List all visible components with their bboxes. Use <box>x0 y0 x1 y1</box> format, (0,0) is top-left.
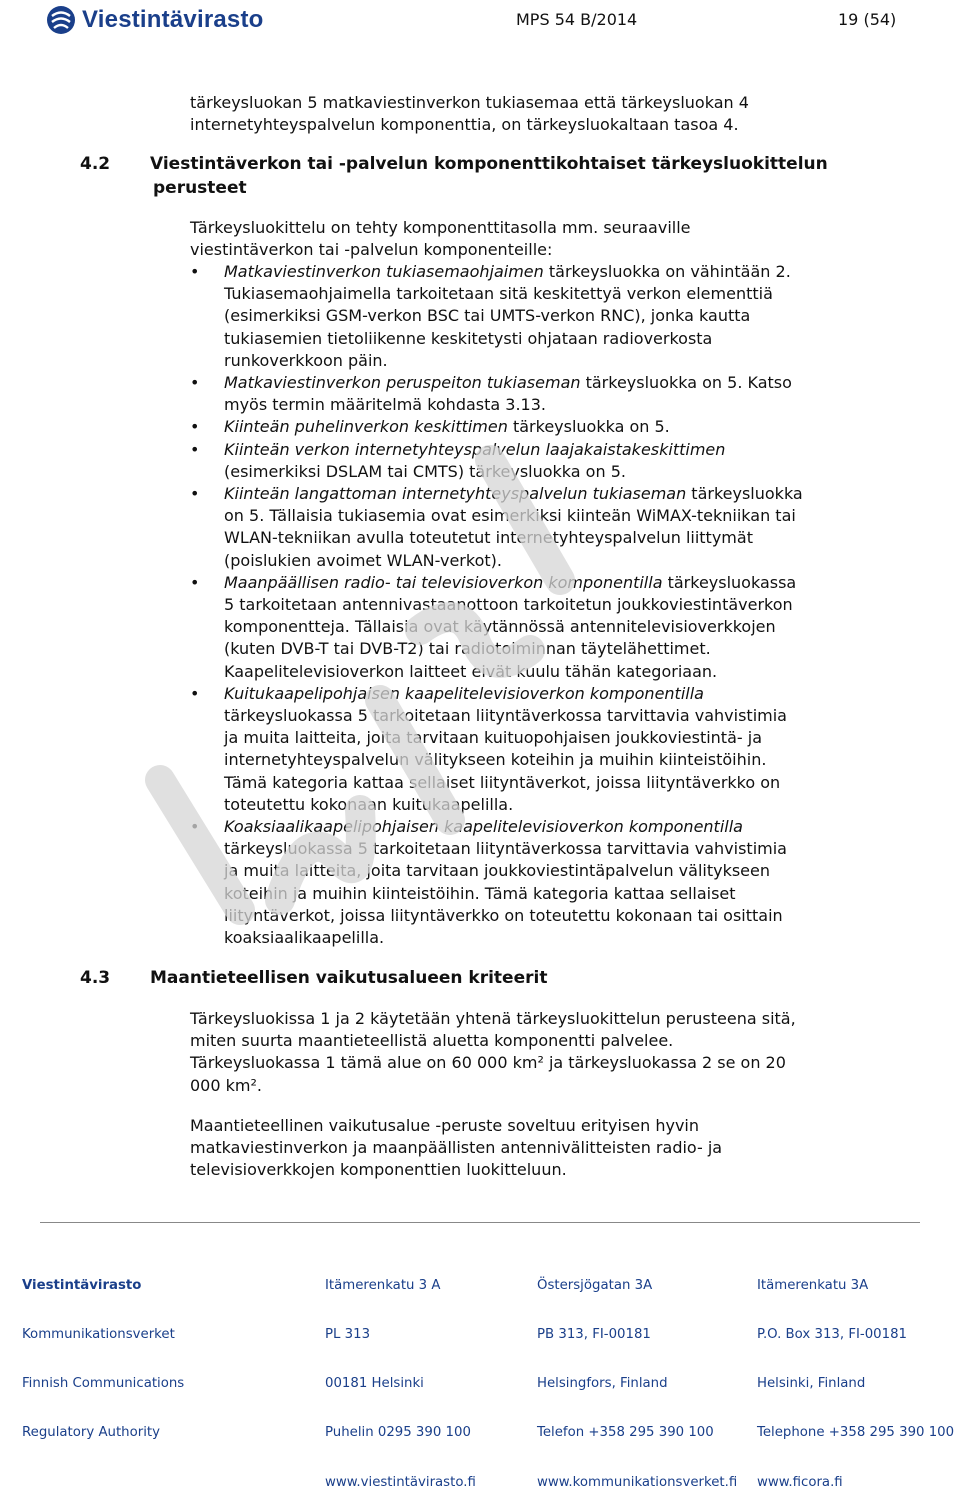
intro-paragraph <box>190 92 749 136</box>
footer-link[interactable]: www.viestintävirasto.fi <box>325 1474 476 1490</box>
bullet-text: 5 tarkoitetaan antennivastaanottoon tarkoitetun joukkoviestintäverkon <box>224 595 793 615</box>
document-id: MPS 54 B/2014 <box>516 10 638 29</box>
bullet-item <box>190 372 902 416</box>
bullet-item <box>190 683 902 816</box>
bullet-text: Tukiasemaohjaimella tarkoitetaan sitä keskitettyä verkon elementtiä <box>224 284 773 304</box>
text-line: Maantieteellinen vaikutusalue -peruste soveltuu erityisen hyvin <box>190 1116 700 1135</box>
footer-line: Itämerenkatu 3 A <box>325 1277 441 1293</box>
footer-line: Puhelin 0295 390 100 <box>325 1425 471 1441</box>
bullet-text: (kuten DVB-T tai DVB-T2) tai radiotoiminnan täytelähettimet. <box>224 639 711 659</box>
footer-line: Helsingfors, Finland <box>537 1376 668 1392</box>
section-title-cont: perusteet <box>153 178 247 198</box>
bullet-line <box>224 661 902 683</box>
bullet-line <box>224 816 902 838</box>
bullet-line <box>224 283 902 305</box>
bullet-text: (esimerkiksi GSM-verkon BSC tai UMTS-verkon RNC), jonka kautta <box>224 306 751 326</box>
text-line: viestintäverkon tai -palvelun komponenteille: <box>190 240 553 260</box>
text-line: Tärkeysluokittelu on tehty komponenttitasolla mm. seuraaville <box>190 218 691 237</box>
bullet-line <box>224 727 902 749</box>
footer-line: Telefon +358 295 390 100 <box>537 1425 714 1441</box>
bullet-item <box>190 483 902 572</box>
agency-emblem-icon <box>46 5 76 35</box>
bullet-item <box>190 572 902 683</box>
component-term: Kiinteän verkon internetyhteyspalvelun laajakaistakeskittimen <box>224 439 726 459</box>
bullet-text: on 5. Tällaisia tukiasemia ovat esimerkiksi kiinteän WiMAX-tekniikan tai <box>224 506 796 526</box>
footer-line: Östersjögatan 3A <box>537 1277 653 1293</box>
footer-link[interactable]: www.ficora.fi <box>757 1474 843 1490</box>
footer-line: PB 313, FI-00181 <box>537 1327 651 1343</box>
bullet-line <box>224 372 902 394</box>
section-number: 4.3 <box>80 968 111 988</box>
bullet-text: runkoverkkoon päin. <box>224 350 388 370</box>
bullet-item <box>190 416 902 438</box>
footer-line: 00181 Helsinki <box>325 1376 424 1392</box>
bullet-line <box>224 439 902 461</box>
bullet-line <box>224 638 902 660</box>
section-4-3-paragraph-2 <box>190 1115 722 1182</box>
page-number: 19 (54) <box>838 10 897 29</box>
bullet-line <box>224 527 902 549</box>
footer-agency-name: Viestintävirasto <box>22 1277 142 1293</box>
bullet-line <box>224 328 902 350</box>
bullet-text: tärkeysluokka on 5. <box>507 417 670 437</box>
component-term: Kiinteän puhelinverkon keskittimen <box>224 417 508 437</box>
section-lead <box>190 217 691 261</box>
bullet-line <box>224 572 902 594</box>
bullet-item <box>190 261 902 372</box>
component-term: Kuitukaapelipohjaisen kaapelitelevisioverkon komponentilla <box>224 683 704 703</box>
bullet-line <box>224 350 902 372</box>
bullet-line <box>224 683 902 705</box>
bullet-line <box>224 305 902 327</box>
bullet-line <box>224 483 902 505</box>
component-term: Kiinteän langattoman internetyhteyspalvelun tukiaseman <box>224 484 687 504</box>
section-title: Viestintäverkon tai -palvelun komponenttikohtaiset tärkeysluokittelun <box>150 154 828 174</box>
text-line: Tärkeysluokissa 1 ja 2 käytetään yhtenä tärkeysluokittelun perusteena sitä, <box>190 1009 796 1028</box>
text-line: Tärkeysluokassa 1 tämä alue on 60 000 km² ja tärkeysluokassa 2 se on 20 <box>190 1053 786 1073</box>
bullet-line <box>224 461 902 483</box>
text-line: internetyhteyspalvelun komponenttia, on tärkeysluokaltaan tasoa 4. <box>190 115 739 135</box>
bullet-line <box>224 927 902 949</box>
bullet-text: toteutettu kokonaan kuitukaapelilla. <box>224 794 514 814</box>
bullet-text: tärkeysluokassa <box>662 572 797 592</box>
footer-line: Itämerenkatu 3A <box>757 1277 869 1293</box>
bullet-text: tärkeysluokka on 5. Katso <box>580 373 792 393</box>
bullet-text: WLAN-tekniikan avulla toteutetut internetyhteyspalvelun liittymät <box>224 528 753 548</box>
bullet-line <box>224 550 902 572</box>
bullet-line <box>224 505 902 527</box>
footer-line: Helsinki, Finland <box>757 1376 866 1392</box>
bullet-line <box>224 705 902 727</box>
section-heading-4-2 <box>80 152 920 200</box>
bullet-text: tärkeysluokka on vähintään 2. <box>543 262 791 281</box>
footer-line: Telephone +358 295 390 100 <box>757 1425 955 1441</box>
text-line: 000 km². <box>190 1075 262 1095</box>
bullet-text: tärkeysluokka <box>686 484 803 504</box>
bullet-text: (poislukien avoimet WLAN-verkot). <box>224 550 502 570</box>
bullet-text: liityntäverkot, joissa liityntäverkko on toteutettu kokonaan tai osittain <box>224 905 783 925</box>
bullet-line <box>224 749 902 771</box>
footer-line: Finnish Communications <box>22 1376 185 1392</box>
bullet-item <box>190 816 902 949</box>
section-title: Maantieteellisen vaikutusalueen kriteerit <box>150 968 548 988</box>
bullet-item <box>190 439 902 483</box>
footer-col-english <box>757 1245 954 1508</box>
component-bullet-list <box>190 261 902 949</box>
component-term: Maanpäällisen radio- tai televisioverkon komponentilla <box>224 572 663 592</box>
footer-divider <box>40 1222 920 1223</box>
bullet-text: myös termin määritelmä kohdasta 3.13. <box>224 395 546 415</box>
bullet-line <box>224 616 902 638</box>
viestintavirasto-logo <box>46 3 264 37</box>
bullet-line <box>224 905 902 927</box>
footer-link[interactable]: www.kommunikationsverket.fi <box>537 1474 738 1490</box>
logo-wordmark: Viestintävirasto <box>82 6 264 33</box>
footer-col-finnish <box>325 1245 476 1508</box>
bullet-line <box>224 416 902 438</box>
footer-line: P.O. Box 313, FI-00181 <box>757 1327 907 1343</box>
component-term: Matkaviestinverkon peruspeiton tukiaseman <box>224 373 581 393</box>
component-term: Matkaviestinverkon tukiasemaohjaimen <box>224 262 544 281</box>
footer-col-swedish <box>537 1245 737 1508</box>
bullet-line <box>224 261 902 283</box>
bullet-text: koteihin ja muihin kiinteistöihin. Tämä kategoria kattaa sellaiset <box>224 883 736 903</box>
bullet-line <box>224 794 902 816</box>
bullet-text: tärkeysluokassa 5 tarkoitetaan liityntäverkossa tarvittavia vahvistimia <box>224 706 787 726</box>
bullet-text: ja muita laitteita, joita tarvitaan kuituopohjaisen joukkoviestintä- ja <box>224 728 762 748</box>
bullet-line <box>224 838 902 860</box>
footer-line: Kommunikationsverket <box>22 1327 175 1343</box>
text-line: miten suurta maantieteellistä aluetta komponentti palvelee. <box>190 1031 674 1051</box>
bullet-line <box>224 860 902 882</box>
bullet-text: ja muita laitteita, joita tarvitaan joukkoviestintäpalvelun välitykseen <box>224 861 770 881</box>
bullet-line <box>224 883 902 905</box>
section-number: 4.2 <box>80 154 111 174</box>
footer-line: Regulatory Authority <box>22 1425 160 1441</box>
text-line: tärkeysluokan 5 matkaviestinverkon tukiasemaa että tärkeysluokan 4 <box>190 93 749 112</box>
component-term: Koaksiaalikaapelipohjaisen kaapelitelevisioverkon komponentilla <box>224 817 743 837</box>
section-4-3-paragraph-1 <box>190 1008 796 1097</box>
bullet-text: (esimerkiksi DSLAM tai CMTS) tärkeysluokka on 5. <box>224 461 626 481</box>
bullet-text: komponentteja. Tällaisia ovat käytännössä antennitelevisioverkkojen <box>224 617 776 637</box>
bullet-text: koaksiaalikaapelilla. <box>224 928 385 948</box>
bullet-text: Tämä kategoria kattaa sellaiset liityntäverkot, joissa liityntäverkko on <box>224 772 781 792</box>
bullet-text: tukiasemien tietoliikenne keskitetysti ohjataan radioverkosta <box>224 328 713 348</box>
bullet-text: tärkeysluokassa 5 tarkoitetaan liityntäverkossa tarvittavia vahvistimia <box>224 839 787 859</box>
bullet-line <box>224 394 902 416</box>
bullet-line <box>224 772 902 794</box>
bullet-text: internetyhteyspalvelun välitykseen koteihin ja muihin kiinteistöihin. <box>224 750 767 770</box>
section-heading-4-3 <box>80 966 547 990</box>
bullet-line <box>224 594 902 616</box>
text-line: matkaviestinverkon ja maanpäällisten antennivälitteisten radio- ja <box>190 1138 723 1158</box>
text-line: televisioverkkojen komponenttien luokitteluun. <box>190 1160 567 1180</box>
footer-line: PL 313 <box>325 1327 371 1343</box>
footer-col-agency <box>22 1245 184 1458</box>
bullet-text: Kaapelitelevisioverkon laitteet eivät kuulu tähän kategoriaan. <box>224 661 718 681</box>
